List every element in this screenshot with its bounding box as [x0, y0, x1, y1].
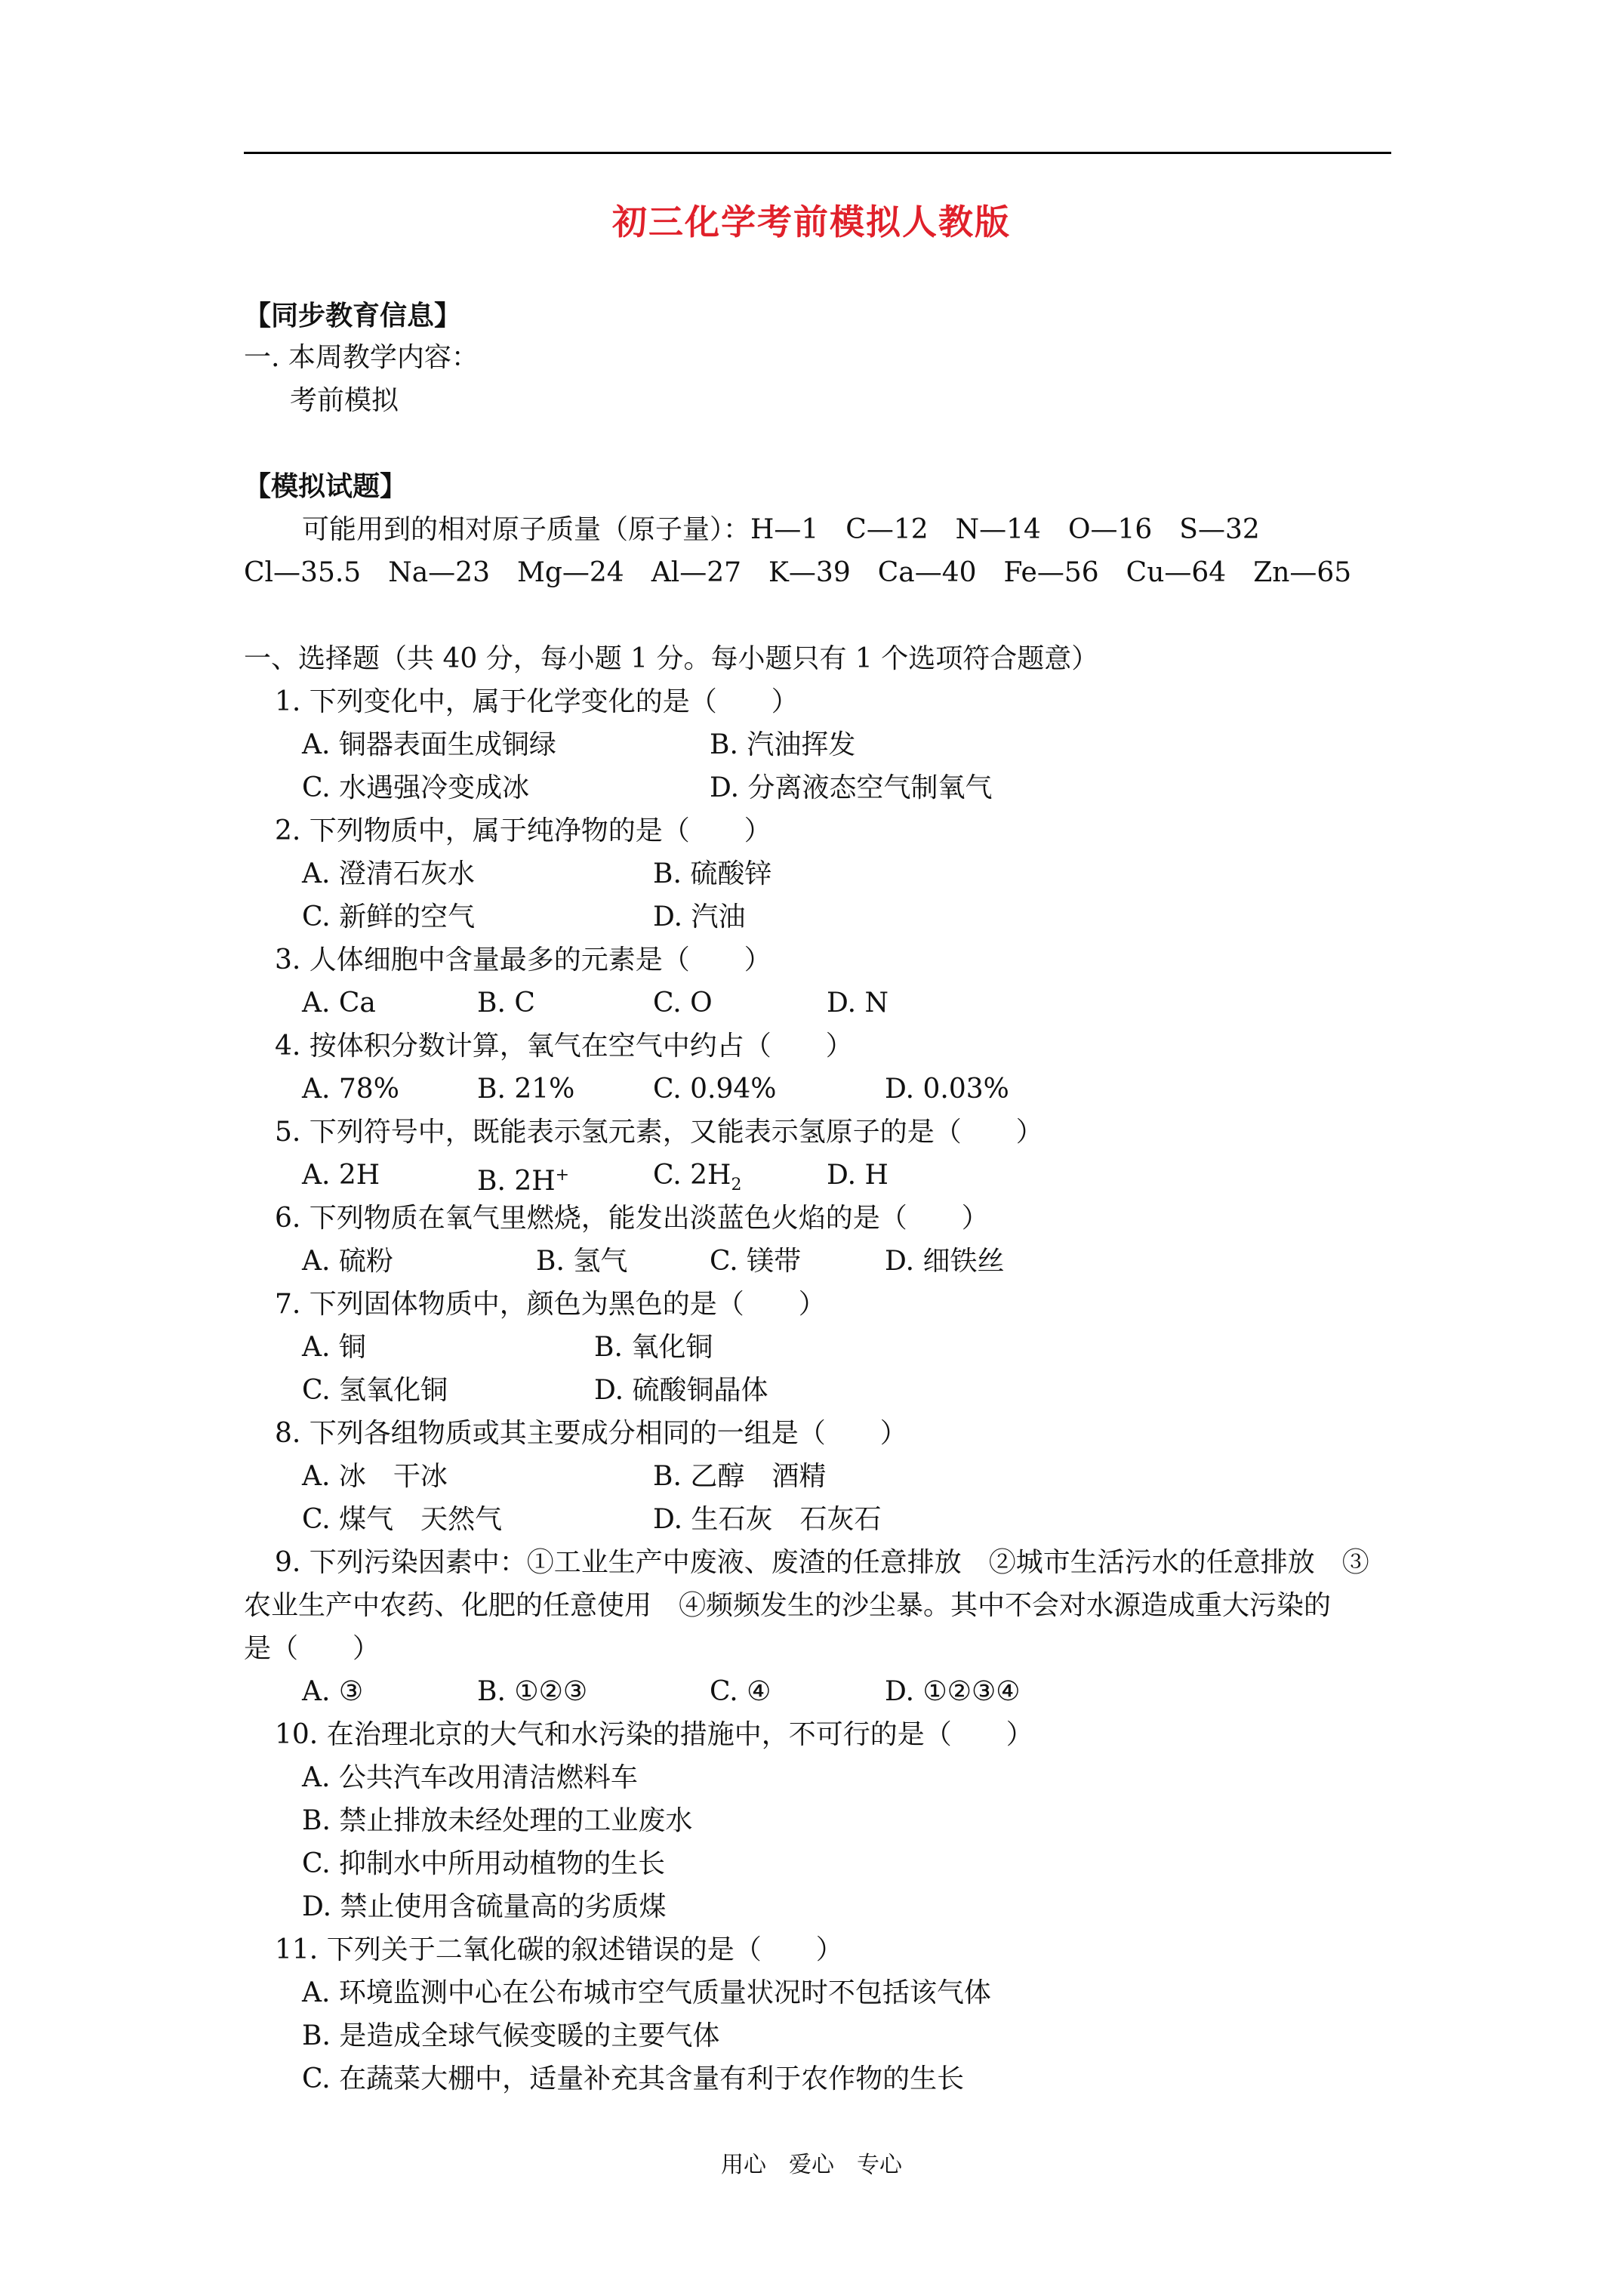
question-9-option-c: C. ④	[710, 1676, 771, 1707]
question-2-option-c: C. 新鲜的空气	[302, 901, 476, 932]
question-6-stem: 6. 下列物质在氧气里燃烧，能发出淡蓝色火焰的是（ ）	[275, 1203, 989, 1234]
question-10-stem: 10. 在治理北京的大气和水污染的措施中，不可行的是（ ）	[275, 1719, 1033, 1750]
mock-exam-heading: 【模拟试题】	[244, 470, 408, 502]
header-rule	[244, 152, 1391, 154]
question-7-option-a: A. 铜	[302, 1332, 366, 1363]
question-2-option-d: D. 汽油	[653, 901, 746, 932]
question-8-option-c: C. 煤气 天然气	[302, 1504, 503, 1535]
question-5-stem: 5. 下列符号中，既能表示氢元素，又能表示氢原子的是（ ）	[275, 1117, 1043, 1148]
question-9-stem-line-1: 9. 下列污染因素中：①工业生产中废液、废渣的任意排放 ②城市生活污水的任意排放 ③	[275, 1547, 1369, 1578]
question-9-option-b: B. ①②③	[477, 1676, 588, 1707]
question-9-stem-line-3: 是（ ）	[244, 1633, 380, 1664]
question-11-option-b: B. 是造成全球气候变暖的主要气体	[302, 2020, 720, 2051]
question-11-option-a: A. 环境监测中心在公布城市空气质量状况时不包括该气体	[302, 1977, 991, 2008]
question-10-option-a: A. 公共汽车改用清洁燃料车	[302, 1762, 638, 1793]
question-1-option-d: D. 分离液态空气制氧气	[710, 772, 993, 803]
question-7-option-b: B. 氧化铜	[594, 1332, 713, 1363]
question-4-option-a: A. 78%	[302, 1074, 399, 1105]
atomic-mass-line-1: 可能用到的相对原子质量（原子量）：H—1 C—12 N—14 O—16 S—32	[302, 514, 1260, 545]
sync-info-heading: 【同步教育信息】	[244, 300, 462, 331]
question-10-option-b: B. 禁止排放未经处理的工业废水	[302, 1805, 693, 1836]
question-1-stem: 1. 下列变化中，属于化学变化的是（ ）	[275, 686, 799, 717]
question-5-option-c-base: C. 2H	[653, 1160, 731, 1191]
question-2-option-a: A. 澄清石灰水	[302, 858, 475, 889]
question-1-option-a: A. 铜器表面生成铜绿	[302, 729, 556, 760]
question-5-option-c	[653, 1159, 741, 1202]
question-8-stem: 8. 下列各组物质或其主要成分相同的一组是（ ）	[275, 1418, 907, 1449]
question-10-option-d: D. 禁止使用含硫量高的劣质煤	[302, 1891, 667, 1922]
question-10-option-c: C. 抑制水中所用动植物的生长	[302, 1848, 666, 1879]
question-8-option-a: A. 冰 干冰	[302, 1461, 448, 1492]
question-1-option-c: C. 水遇强冷变成冰	[302, 772, 530, 803]
question-6-option-d: D. 细铁丝	[885, 1246, 1005, 1277]
question-5-option-a: A. 2H	[302, 1160, 380, 1191]
question-4-option-b: B. 21%	[477, 1074, 575, 1105]
question-5-option-b-base: B. 2H	[477, 1166, 556, 1197]
page-footer: 用心 爱心 专心	[721, 2152, 902, 2178]
question-8-option-b: B. 乙醇 酒精	[653, 1461, 827, 1492]
part-1-header: 一、选择题（共 40 分，每小题 1 分。每小题只有 1 个选项符合题意）	[244, 643, 1099, 674]
question-3-stem: 3. 人体细胞中含量最多的元素是（ ）	[275, 945, 771, 975]
question-3-option-c: C. O	[653, 988, 713, 1019]
question-7-option-c: C. 氢氧化铜	[302, 1375, 448, 1406]
question-4-stem: 4. 按体积分数计算，氧气在空气中约占（ ）	[275, 1031, 853, 1062]
question-6-option-c: C. 镁带	[710, 1246, 802, 1277]
question-4-option-c: C. 0.94%	[653, 1074, 777, 1105]
week-content-heading: 一. 本周教学内容：	[244, 342, 479, 373]
question-7-option-d: D. 硫酸铜晶体	[594, 1375, 768, 1406]
question-6-option-b: B. 氢气	[536, 1246, 628, 1277]
question-2-option-b: B. 硫酸锌	[653, 858, 772, 889]
question-11-option-c: C. 在蔬菜大棚中，适量补充其含量有利于农作物的生长	[302, 2063, 965, 2094]
question-8-option-d: D. 生石灰 石灰石	[653, 1504, 882, 1535]
question-7-stem: 7. 下列固体物质中，颜色为黑色的是（ ）	[275, 1289, 826, 1320]
week-topic: 考前模拟	[290, 385, 399, 416]
question-1-option-b: B. 汽油挥发	[710, 729, 856, 760]
atomic-mass-line-2: Cl—35.5 Na—23 Mg—24 Al—27 K—39 Ca—40 Fe—56 Cu—64 Zn—65	[244, 557, 1352, 588]
question-5-option-c-subscript: 2	[731, 1176, 742, 1195]
question-6-option-a: A. 硫粉	[302, 1246, 393, 1277]
question-9-option-d: D. ①②③④	[885, 1676, 1021, 1707]
question-5-option-b	[477, 1159, 569, 1198]
question-9-option-a: A. ③	[302, 1676, 364, 1707]
question-5-option-d: D. H	[827, 1160, 888, 1191]
question-2-stem: 2. 下列物质中，属于纯净物的是（ ）	[275, 815, 771, 846]
question-3-option-d: D. N	[827, 988, 888, 1019]
question-3-option-a: A. Ca	[302, 988, 376, 1019]
question-5-option-b-charge: +	[555, 1166, 570, 1185]
question-11-stem: 11. 下列关于二氧化碳的叙述错误的是（ ）	[275, 1934, 843, 1965]
page-title: 初三化学考前模拟人教版	[612, 202, 1011, 242]
question-4-option-d: D. 0.03%	[885, 1074, 1009, 1105]
question-9-stem-line-2: 农业生产中农药、化肥的任意使用 ④频频发生的沙尘暴。其中不会对水源造成重大污染的	[244, 1590, 1332, 1621]
question-3-option-b: B. C	[477, 988, 535, 1019]
